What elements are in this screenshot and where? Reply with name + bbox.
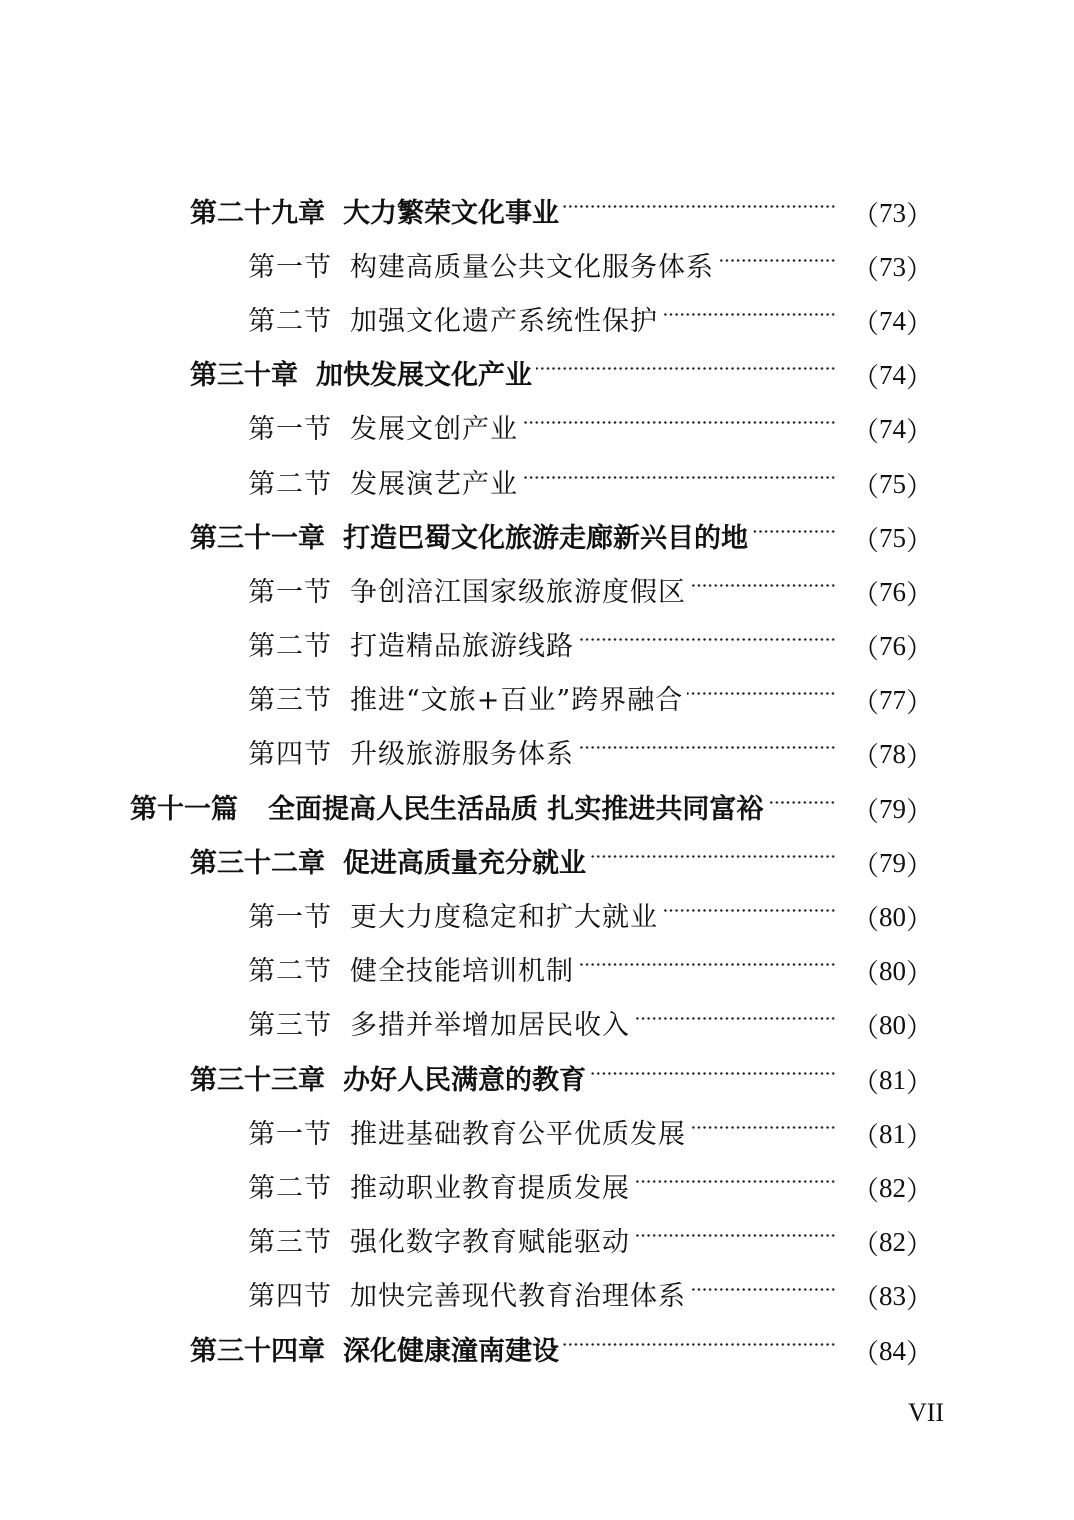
close-paren: ）	[906, 200, 933, 231]
toc-entry-title: 大力繁荣文化事业	[343, 197, 559, 229]
toc-entry-section[interactable]	[0, 1270, 1074, 1324]
toc-page-reference	[852, 1169, 933, 1208]
open-paren: （	[852, 254, 879, 285]
dot-leader	[718, 256, 836, 264]
toc-entry-section[interactable]	[0, 728, 1074, 782]
page-folio: VII	[908, 1398, 945, 1427]
toc-entry-part[interactable]	[0, 782, 1074, 836]
toc-entry-number: 第二节	[248, 631, 332, 663]
page-number: 84	[879, 1335, 906, 1366]
toc-entry-number: 第三十四章	[190, 1335, 325, 1367]
close-paren: ）	[906, 579, 933, 610]
toc-page-reference	[852, 952, 933, 991]
toc-page-reference	[852, 465, 933, 504]
toc-entry-number: 第二节	[248, 305, 332, 337]
toc-entry-section[interactable]	[0, 1107, 1074, 1161]
toc-entry-number: 第四节	[248, 1281, 332, 1313]
toc-page-reference	[852, 681, 933, 720]
open-paren: （	[852, 363, 879, 394]
dot-leader	[690, 1123, 836, 1131]
dot-leader	[690, 1286, 836, 1294]
toc-entry-title: 推进基础教育公平优质发展	[350, 1118, 686, 1150]
close-paren: ）	[906, 1284, 933, 1315]
toc-entry-chapter[interactable]	[0, 186, 1074, 240]
toc-entry-title: 升级旅游服务体系	[350, 739, 574, 771]
toc-entry-number: 第三十二章	[190, 847, 325, 879]
toc-page-reference	[852, 1061, 933, 1100]
toc-entry-title: 更大力度稳定和扩大就业	[350, 902, 658, 934]
close-paren: ）	[906, 959, 933, 990]
toc-entry-title: 深化健康潼南建设	[343, 1335, 559, 1367]
toc-entry-section[interactable]	[0, 565, 1074, 619]
close-paren: ）	[906, 471, 933, 502]
toc-entry-title: 构建高质量公共文化服务体系	[350, 251, 714, 283]
toc-entry-title: 争创涪江国家级旅游度假区	[350, 576, 686, 608]
close-paren: ）	[906, 1338, 933, 1369]
close-paren: ）	[906, 850, 933, 881]
open-paren: （	[852, 850, 879, 881]
dot-leader	[578, 636, 836, 644]
open-paren: （	[852, 959, 879, 990]
toc-entry-number: 第二节	[248, 468, 332, 500]
open-paren: （	[852, 1175, 879, 1206]
toc-entry-section[interactable]	[0, 457, 1074, 511]
dot-leader	[536, 365, 836, 373]
close-paren: ）	[906, 363, 933, 394]
toc-page-reference	[852, 1223, 933, 1262]
open-paren: （	[852, 688, 879, 719]
toc-page-reference	[852, 735, 933, 774]
open-paren: （	[852, 634, 879, 665]
toc-page-reference	[852, 1277, 933, 1316]
toc-entry-title: 强化数字教育赋能驱动	[350, 1227, 630, 1259]
toc-entry-number: 第一节	[248, 1118, 332, 1150]
toc-entry-number: 第二节	[248, 956, 332, 988]
page-number: 80	[879, 902, 906, 933]
toc-entry-title: 加快发展文化产业	[316, 360, 532, 392]
toc-entry-title: 发展演艺产业	[350, 468, 518, 500]
toc-entry-number: 第十一篇	[130, 793, 238, 825]
dot-leader	[578, 961, 836, 969]
open-paren: （	[852, 1121, 879, 1152]
page-number: 82	[879, 1172, 906, 1203]
toc-entry-number: 第一节	[248, 251, 332, 283]
page-number: 74	[879, 360, 906, 391]
toc-entry-chapter[interactable]	[0, 1324, 1074, 1378]
dot-leader	[690, 581, 836, 589]
toc-page-reference	[852, 573, 933, 612]
toc-entry-section[interactable]	[0, 1161, 1074, 1215]
close-paren: ）	[906, 1230, 933, 1261]
open-paren: （	[852, 1013, 879, 1044]
dot-leader	[767, 798, 836, 806]
toc-entry-title: 促进高质量充分就业	[343, 847, 586, 879]
toc-entry-number: 第三十三章	[190, 1064, 325, 1096]
page-number: 82	[879, 1227, 906, 1258]
close-paren: ）	[906, 634, 933, 665]
table-of-contents	[0, 186, 1074, 1378]
toc-page-reference	[852, 410, 933, 449]
page-number: 77	[879, 685, 906, 716]
toc-page-reference	[852, 790, 933, 829]
toc-entry-title: 多措并举增加居民收入	[350, 1010, 630, 1042]
close-paren: ）	[906, 308, 933, 339]
toc-entry-section[interactable]	[0, 1216, 1074, 1270]
toc-entry-section[interactable]	[0, 294, 1074, 348]
open-paren: （	[852, 1284, 879, 1315]
toc-page-reference	[852, 194, 933, 233]
page-number: 75	[879, 468, 906, 499]
toc-page-reference	[852, 1115, 933, 1154]
toc-entry-chapter[interactable]	[0, 349, 1074, 403]
toc-entry-number: 第三节	[248, 1010, 332, 1042]
open-paren: （	[852, 525, 879, 556]
close-paren: ）	[906, 1013, 933, 1044]
toc-page-reference	[852, 302, 933, 341]
page-number: 79	[879, 793, 906, 824]
dot-leader	[563, 202, 836, 210]
page-number: 73	[879, 197, 906, 228]
toc-page-reference	[852, 356, 933, 395]
toc-entry-title: 打造巴蜀文化旅游走廊新兴目的地	[343, 522, 748, 554]
dot-leader	[634, 1177, 836, 1185]
close-paren: ）	[906, 742, 933, 773]
dot-leader	[522, 473, 836, 481]
open-paren: （	[852, 1338, 879, 1369]
dot-leader	[578, 744, 836, 752]
page-number: 83	[879, 1281, 906, 1312]
dot-leader	[752, 527, 836, 535]
toc-entry-section[interactable]	[0, 945, 1074, 999]
toc-page-reference	[852, 844, 933, 883]
dot-leader	[662, 907, 836, 915]
toc-page-reference	[852, 1332, 933, 1371]
toc-entry-title: 打造精品旅游线路	[350, 631, 574, 663]
toc-entry-number: 第二十九章	[190, 197, 325, 229]
close-paren: ）	[906, 417, 933, 448]
toc-entry-title: 全面提高人民生活品质 扎实推进共同富裕	[268, 793, 764, 825]
page-number: 81	[879, 1118, 906, 1149]
toc-entry-number: 第三节	[248, 685, 332, 717]
toc-entry-title: 办好人民满意的教育	[343, 1064, 586, 1096]
toc-page-reference	[852, 519, 933, 558]
toc-entry-number: 第三十一章	[190, 522, 325, 554]
close-paren: ）	[906, 1067, 933, 1098]
page-number: 76	[879, 631, 906, 662]
close-paren: ）	[906, 796, 933, 827]
toc-entry-chapter[interactable]	[0, 1053, 1074, 1107]
toc-entry-title: 加强文化遗产系统性保护	[350, 305, 658, 337]
toc-entry-number: 第三节	[248, 1227, 332, 1259]
open-paren: （	[852, 200, 879, 231]
toc-entry-number: 第一节	[248, 576, 332, 608]
close-paren: ）	[906, 905, 933, 936]
page-number: 73	[879, 251, 906, 282]
toc-entry-section[interactable]	[0, 403, 1074, 457]
open-paren: （	[852, 579, 879, 610]
open-paren: （	[852, 905, 879, 936]
dot-leader	[590, 852, 836, 860]
open-paren: （	[852, 1230, 879, 1261]
page-number: 80	[879, 1010, 906, 1041]
dot-leader	[522, 419, 836, 427]
toc-entry-title: 健全技能培训机制	[350, 956, 574, 988]
page-number: 80	[879, 956, 906, 987]
toc-entry-section[interactable]	[0, 674, 1074, 728]
close-paren: ）	[906, 525, 933, 556]
toc-entry-title: 推动职业教育提质发展	[350, 1172, 630, 1204]
open-paren: （	[852, 1067, 879, 1098]
toc-entry-title: 加快完善现代教育治理体系	[350, 1281, 686, 1313]
close-paren: ）	[906, 1121, 933, 1152]
toc-entry-section[interactable]	[0, 620, 1074, 674]
open-paren: （	[852, 417, 879, 448]
page-number: 75	[879, 522, 906, 553]
page-number: 78	[879, 739, 906, 770]
toc-entry-section[interactable]	[0, 240, 1074, 294]
toc-entry-section[interactable]	[0, 890, 1074, 944]
close-paren: ）	[906, 1175, 933, 1206]
toc-page-reference	[852, 1006, 933, 1045]
open-paren: （	[852, 471, 879, 502]
page-number: 81	[879, 1064, 906, 1095]
toc-entry-number: 第三十章	[190, 360, 298, 392]
dot-leader	[662, 310, 836, 318]
dot-leader	[634, 1015, 836, 1023]
close-paren: ）	[906, 688, 933, 719]
toc-page-reference	[852, 248, 933, 287]
toc-entry-section[interactable]	[0, 999, 1074, 1053]
toc-entry-number: 第四节	[248, 739, 332, 771]
page-number: 74	[879, 414, 906, 445]
page-number: 76	[879, 576, 906, 607]
dot-leader	[590, 1069, 836, 1077]
dot-leader	[687, 690, 836, 698]
open-paren: （	[852, 742, 879, 773]
dot-leader	[634, 1232, 836, 1240]
toc-entry-chapter[interactable]	[0, 511, 1074, 565]
open-paren: （	[852, 796, 879, 827]
toc-page-reference	[852, 627, 933, 666]
toc-entry-chapter[interactable]	[0, 836, 1074, 890]
toc-entry-title: 发展文创产业	[350, 414, 518, 446]
open-paren: （	[852, 308, 879, 339]
page-number: 74	[879, 305, 906, 336]
dot-leader	[563, 1340, 836, 1348]
page-number: 79	[879, 847, 906, 878]
toc-entry-number: 第一节	[248, 414, 332, 446]
toc-entry-number: 第二节	[248, 1172, 332, 1204]
close-paren: ）	[906, 254, 933, 285]
toc-entry-title: 推进“文旅+百业”跨界融合	[350, 685, 684, 717]
toc-entry-number: 第一节	[248, 902, 332, 934]
toc-page-reference	[852, 898, 933, 937]
